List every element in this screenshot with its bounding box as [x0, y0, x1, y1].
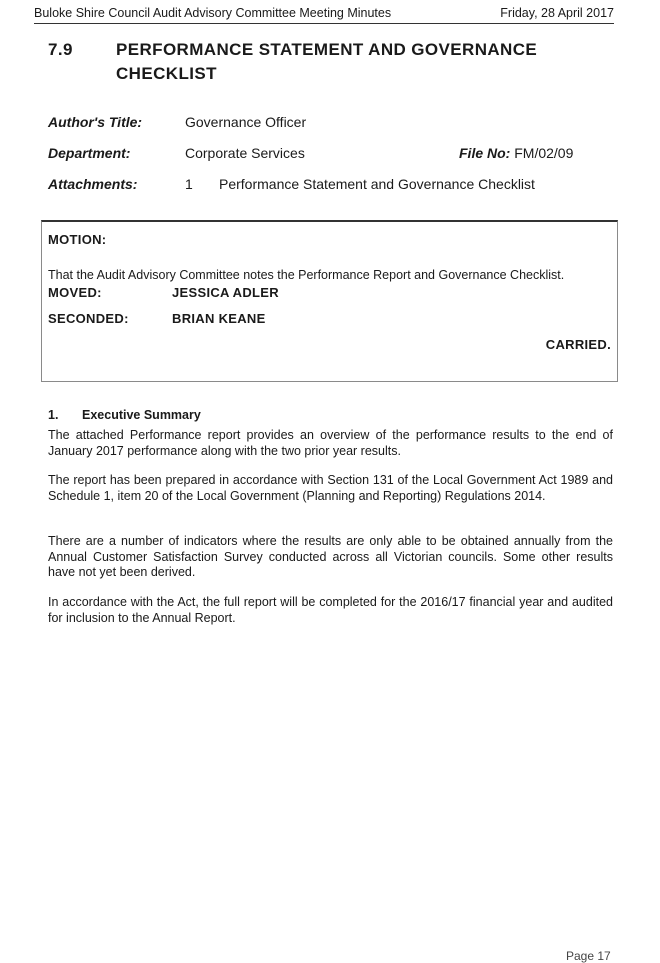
- author-row: [48, 113, 618, 133]
- motion-text: That the Audit Advisory Committee notes the Performance Report and Governance Checklist.: [48, 268, 565, 282]
- author-value: Governance Officer: [185, 114, 307, 130]
- moved-name: JESSICA ADLER: [172, 285, 279, 300]
- summary-paragraph: The report has been prepared in accordance with Section 131 of the Local Government Act 1989 and Schedule 1, item 20 of the Local Government (Planning and Reporting) Regulations 2014.: [48, 473, 613, 503]
- motion-title: MOTION:: [48, 232, 107, 247]
- attachments-row: [48, 175, 618, 195]
- attachment-title: Performance Statement and Governance Checklist: [219, 176, 535, 192]
- file-number: [459, 144, 573, 162]
- summary-paragraph: In accordance with the Act, the full report will be completed for the 2016/17 financial year and audited for inclusion to the Annual Report.: [48, 595, 613, 625]
- summary-paragraph: The attached Performance report provides an overview of the performance results to the end of January 2017 performance along with the two prior year results.: [48, 428, 613, 458]
- author-label: Author's Title:: [48, 114, 143, 130]
- section-title: PERFORMANCE STATEMENT AND GOVERNANCE CHECKLIST: [116, 40, 538, 83]
- moved-label: MOVED:: [48, 285, 102, 300]
- section-number: 7.9: [48, 40, 73, 59]
- subsection-number: 1.: [48, 408, 59, 422]
- department-value: Corporate Services: [185, 145, 305, 161]
- header-meeting-date: Friday, 28 April 2017: [500, 6, 614, 20]
- file-number-value: FM/02/09: [514, 145, 574, 161]
- seconded-name: BRIAN KEANE: [172, 311, 266, 326]
- page-number: Page 17: [566, 949, 611, 963]
- summary-paragraph: There are a number of indicators where the results are only able to be obtained annually from the Annual Customer Satisfaction Survey conducted across all Victorian councils. Some other results have not yet been derived.: [48, 534, 613, 579]
- motion-box: [41, 220, 618, 382]
- header-meeting-title: Buloke Shire Council Audit Advisory Committee Meeting Minutes: [34, 6, 392, 20]
- attachments-label: Attachments:: [48, 176, 138, 192]
- seconded-label: SECONDED:: [48, 311, 129, 326]
- attachment-number: 1: [185, 176, 193, 192]
- subsection-title: Executive Summary: [82, 408, 201, 422]
- motion-result: CARRIED.: [545, 337, 611, 352]
- department-row: [48, 144, 618, 164]
- page-header: [34, 5, 614, 24]
- department-label: Department:: [48, 145, 131, 161]
- file-number-label: File No:: [459, 145, 511, 161]
